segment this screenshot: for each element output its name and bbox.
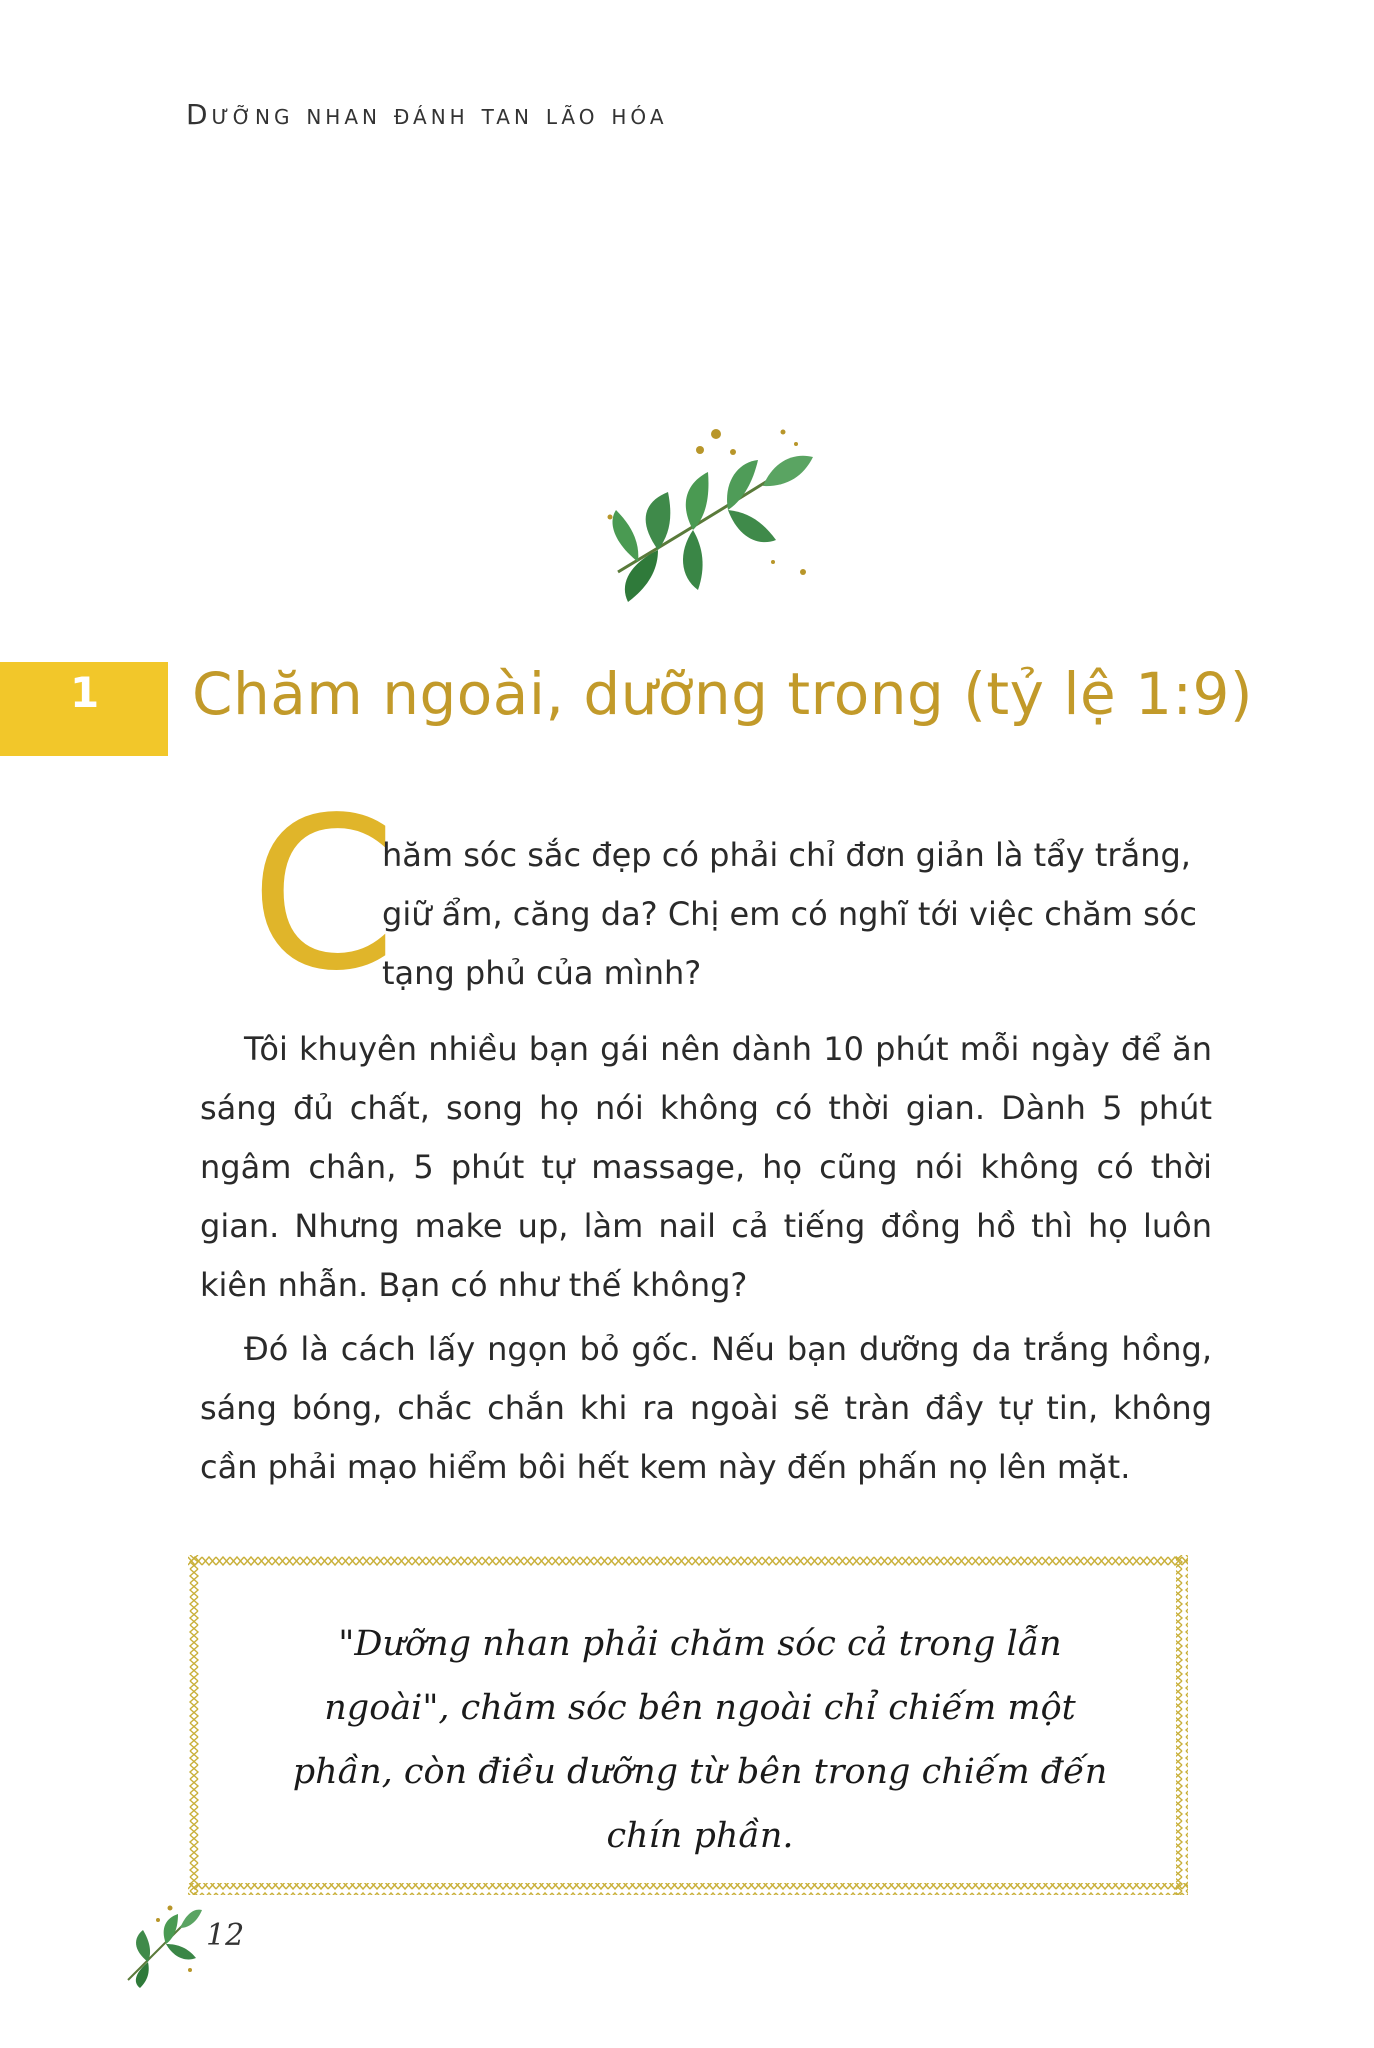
quote-text: "Dưỡng nhan phải chăm sóc cả trong lẫn ngoài", chăm sóc bên ngoài chỉ chiếm một phần, còn điều dưỡng từ bên trong chiếm đến chín phần.	[292, 1624, 1108, 1856]
chapter-title: Chăm ngoài, dưỡng trong (tỷ lệ 1:9)	[192, 660, 1254, 728]
paragraph-2: Tôi khuyên nhiều bạn gái nên dành 10 phút mỗi ngày để ăn sáng đủ chất, song họ nói không có thời gian. Dành 5 phút ngâm chân, 5 phút tự massage, họ cũng nói không có thời gian. Nhưng make up, làm nail cả tiếng đồng hồ thì họ luôn kiên nhẫn. Bạn có như thế không?	[200, 1030, 1212, 1304]
paragraph-1: hăm sóc sắc đẹp có phải chỉ đơn giản là tẩy trắng, giữ ẩm, căng da? Chị em có nghĩ tới việc chăm sóc tạng phủ của mình?	[382, 836, 1197, 992]
drop-cap: C	[250, 772, 397, 1017]
chapter-number: 1	[70, 668, 100, 717]
running-header: Dưỡng nhan đánh tan lão hóa	[186, 98, 668, 131]
leaf-sprig-icon	[118, 1900, 202, 1990]
page-number: 12	[206, 1918, 245, 1953]
paragraph-3: Đó là cách lấy ngọn bỏ gốc. Nếu bạn dưỡng da trắng hồng, sáng bóng, chắc chắn khi ra ngoài sẽ tràn đầy tự tin, không cần phải mạo hiểm bôi hết kem này đến phấn nọ lên mặt.	[200, 1330, 1212, 1486]
leaf-sprig-icon	[598, 422, 828, 612]
